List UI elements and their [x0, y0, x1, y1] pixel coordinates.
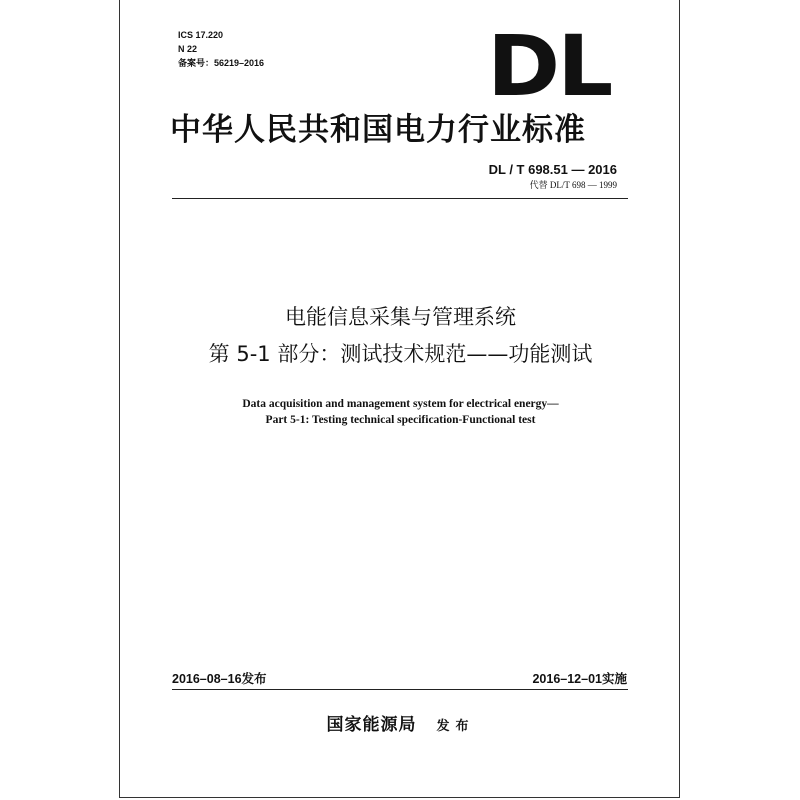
ics-code: ICS 17.220: [178, 30, 224, 40]
english-title-line-2: Part 5-1: Testing technical specification-Functional test: [265, 414, 536, 426]
classification-code: N 22: [178, 44, 198, 54]
english-title-line-1: Data acquisition and management system for electrical energy—: [242, 398, 559, 410]
standard-code: DL / T 698.51 — 2016: [488, 162, 617, 177]
replaces-standard: 代替 DL/T 698 — 1999: [529, 180, 617, 190]
publisher-action: 发布: [436, 719, 475, 734]
issue-date: 2016–08–16发布: [172, 672, 267, 686]
publisher-name: 国家能源局: [326, 715, 417, 735]
chinese-title-line-1: 电能信息采集与管理系统: [285, 305, 516, 329]
dl-logo: DL: [487, 17, 611, 115]
implementation-date: 2016–12–01实施: [532, 672, 627, 686]
record-number: 备案号：56219–2016: [178, 58, 265, 68]
chinese-title-line-2: 第 5-1 部分：测试技术规范——功能测试: [208, 342, 593, 366]
bottom-divider: [172, 689, 628, 690]
document-cover: [119, 0, 680, 798]
top-divider: [172, 198, 628, 199]
publisher-line: [120, 714, 681, 738]
organization-title: 中华人民共和国电力行业标准: [170, 112, 586, 148]
